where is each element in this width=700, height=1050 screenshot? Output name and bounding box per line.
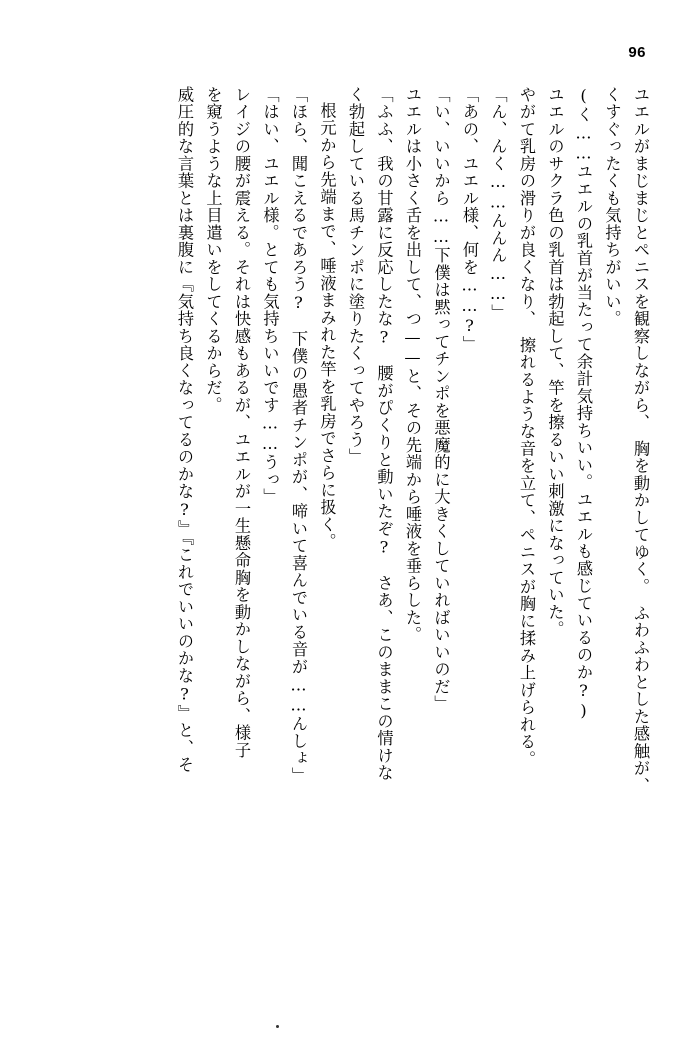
text-line: 「ふふ、我の甘露に反応したな? 腰がぴくりと動いたぞ? さあ、このままこの情けな: [374, 86, 394, 782]
text-line: ユエルは小さく舌を出して、つ——と、その先端から唾液を垂らした。: [403, 86, 422, 644]
text-line: く勃起している馬チンポに塗りたくってやろう」: [346, 86, 365, 466]
text-line: を窺うような上目遣いをしてくるからだ。: [203, 86, 223, 414]
text-line: 「ほら、聞こえるであろう? 下僕の愚者チンポが、啼いて喜んでいる音が……んしょ」: [289, 86, 308, 785]
text-line: やがて乳房の滑りが良くなり、 擦れるような音を立て、ペニスが胸に揉み上げられる。: [517, 86, 536, 768]
page-dot-mark: [276, 1025, 279, 1028]
text-line: 根元から先端まで、唾液まみれた竿を乳房でさらに扱く。: [317, 102, 337, 551]
page-number: 96: [628, 44, 646, 61]
text-line: ユエルがまじまじとペニスを観察しながら、 胸を動かしてゆく。 ふわふわとした感触が、: [631, 86, 650, 795]
text-line: 威圧的な言葉とは裏腹に『気持ち良くなってるのかな?』『これでいいのかな?』と、そ: [175, 86, 194, 774]
text-line: 「あの、ユエル様、何を……?」: [460, 86, 479, 354]
text-line: くすぐったくも気持ちがいい。: [602, 86, 622, 328]
text-line: 「い、いいから……下僕は黙ってチンポを悪魔的に大きくしていればいいのだ」: [431, 86, 451, 713]
text-line: (く……ユエルの乳首が当たって余計気持ちいい。ユエルも感じているのか?): [574, 86, 593, 721]
text-line: ユエルのサクラ色の乳首は勃起して、竿を擦るいい刺激になっていた。: [545, 86, 565, 638]
vertical-text-block: [52, 86, 648, 980]
text-line: レイジの腰が震える。それは快感もあるが、ユエルが一生懸命胸を動かしながら、様子: [232, 86, 251, 759]
text-line: 「ん、んく……んんん……」: [488, 86, 508, 322]
text-line: 「はい、ユエル様。とても気持ちいいです……うっ」: [260, 86, 280, 506]
